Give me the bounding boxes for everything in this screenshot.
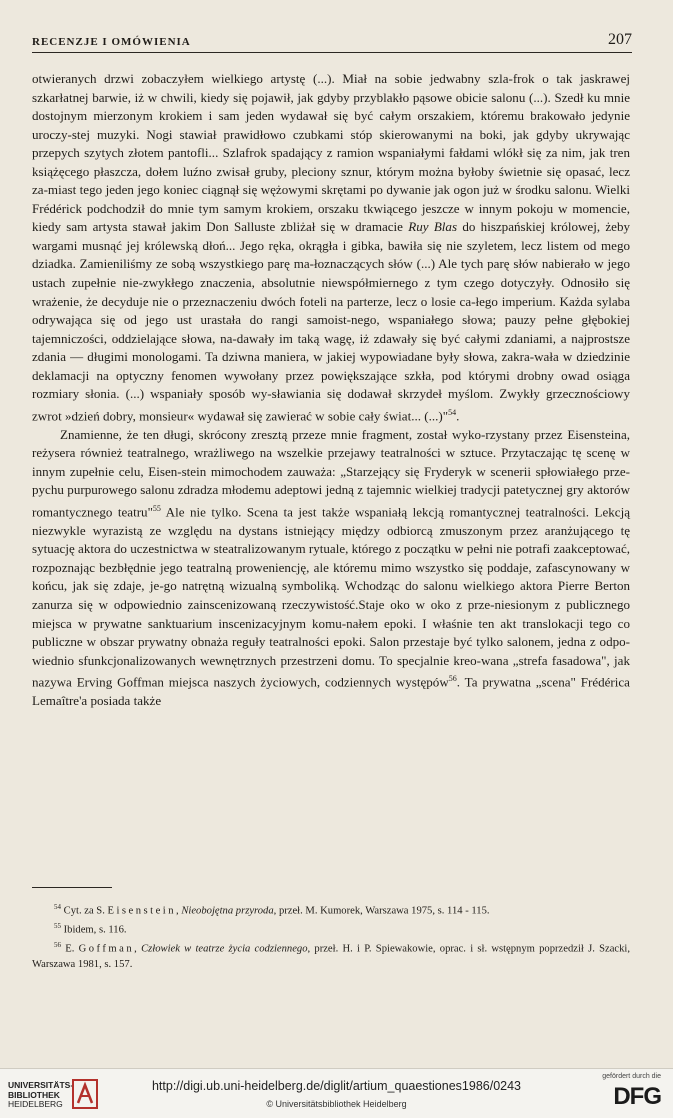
- library-name-line: BIBLIOTHEK: [8, 1089, 60, 1100]
- copyright-notice: © Universitätsbibliothek Heidelberg: [266, 1099, 407, 1109]
- footnote-55: [32, 919, 630, 938]
- text-run: ,: [176, 905, 182, 917]
- text-run: Cyt. za S.: [61, 905, 108, 917]
- text-run: E.: [61, 943, 79, 955]
- funder-caption: gefördert durch die: [602, 1073, 661, 1080]
- digitization-footer: [0, 1068, 673, 1118]
- footnote-ref-54[interactable]: 54: [448, 407, 457, 417]
- funder-block[interactable]: [591, 1073, 661, 1113]
- footnote-ref-56[interactable]: 56: [448, 674, 457, 684]
- text-run: . Ta prywatna „scena" Frédérica Lemaître'a posiada także: [32, 674, 630, 709]
- footnote-number: 55: [54, 922, 61, 931]
- footnote-54: [32, 900, 630, 919]
- footnote-title: Nieobojętna przyroda: [181, 905, 274, 917]
- library-name-line: HEIDELBERG: [8, 1099, 63, 1109]
- text-run: .: [456, 408, 460, 424]
- footnote-author: Eisenstein: [107, 905, 177, 917]
- footnotes: [32, 900, 630, 973]
- footnote-divider: [32, 887, 112, 888]
- text-run: Znamienne, że ten długi, skrócony zresztą przeze mnie fragment, został wyko-rzystany przez Eisensteina, reżysera również teatralnego, wrażliwego na wszelkie przejawy teatralności w sztuce. Przytaczając tę scenę w innym zupełnie celu, Eisen-stein mimochodem zauważa: „Starzejący się Fryderyk w scenerii spłowiałego prze-pychu purpurowego salonu zdradza młodemu adeptowi jedną z tajemnic wielkiej tradycji patetycznej gry aktorów romantycznego teatru": [32, 426, 630, 520]
- text-run: , przeł. H. i P. Spiewakowie, oprac. i sł. wstępnym poprzedził J. Szacki, Warszawa 1981, s. 157.: [32, 943, 630, 971]
- text-run: otwieranych drzwi zobaczyłem wielkiego artystę (...). Miał na sobie jedwabny szla-frok o tak jaskrawej szkarłatnej barwie, iż w chwili, kiedy się pojawił, jak gdyby przyblakło pąsowe obicie salonu (...). Szedł ku mnie dostojnym mierzonym krokiem i sam jeden wydawał się być całym orszakiem, któremu brakowało jedynie uroczy-stej muzyki. Nogi stawiał prawidłowo czubkami stóp skierowanymi na boki, jak gdyby ukrywając przepych szytych złotem pantofli... Szlafrok spadający z ramion wspaniałymi fałdami wlókł się za nim, jak tren książęcego płaszcza, dołem luźno zwisał gruby, pleciony sznur, którym można byłoby świetnie się opasać, lecz za-miast tego jeden jego koniec ciągnął się wężowymi skrętami po dywanie jak ogon już w środku salonu. Wielki Frédérick podchodził do mnie tym samym krokiem, orszaku tkwiącego jeszcze w innym pokoju w momencie, kiedy sam artysta stawał jakim Don Salluste zbliżał się w dramacie: [32, 71, 630, 235]
- footnote-ref-55[interactable]: 55: [152, 503, 161, 513]
- text-run: do hiszpańskiej królowej, żeby wargami musnąć jej królewską dłoń... Jego ręka, okrągła i gibka, bawiła się nie szyletem, lecz listem od mego dziadka. Zamieniliśmy ze sobą wszystkiego parę ma-łoznaczących słów (...) Ale tych parę słów nabierało w jego ustach zupełnie nie-zwykłego znaczenia, absolutnie niewspółmiernego z tym czego dotyczyły. Odnosiło się wrażenie, że decyduje nie o przeznaczeniu dwóch foteli na parterze, lecz o losie ca-łego imperium. Każda sylaba odrywająca się od jego ust urastała do rangi samoist-nego, wspaniałego słowa; pauzy pełne głębokiej tajemniczości, oddzielające słowa, na-dawały im taką wagę, iż zdawały się być całymi zdaniami, a najprostsze zdania — długimi monologami. Ta dziwna maniera, w jakiej wypowiadane były słowa, zakra-wała w dziedzinie deklamacji na optyczny fenomen wywołany przez powiększające szkła, pod którymi drobny owad osiąga rozmiary słonia. (...) wspaniały sposób wy-sławiania się dodawał skrzydeł myślom. Zwykły grzecznościowy zwrot »dzień dobry, monsieur« wydawał się zawierać w sobie cały świat... (...)": [32, 219, 631, 424]
- italic-title: Ruy Blas: [408, 219, 458, 235]
- page-header: [32, 30, 632, 53]
- footnote-author: Goffman: [78, 943, 135, 955]
- paragraph-analysis: [32, 426, 630, 711]
- text-run: Ibidem, s. 116.: [61, 924, 127, 936]
- text-run: , przeł. M. Kumorek, Warszawa 1975, s. 114 - 115.: [273, 905, 490, 917]
- permalink-url[interactable]: http://digi.ub.uni-heidelberg.de/diglit/artium_quaestiones1986/0243: [151, 1079, 521, 1093]
- footnote-56: [32, 938, 630, 973]
- text-run: ,: [134, 943, 142, 955]
- text-run: Ale nie tylko. Scena ta jest także wspaniałą lekcją romantycznej teatralności. Lekcją niezwykle wyrazistą ze względu na dystans istniejący między odbiorcą zmuszonym przez aranżującego tę sytuację aktora do uczestnictwa w steatralizowanym rytuale, którego z początku w pełni nie potrafi zaakceptować, rozpoznając bezbłędnie jego teatralną proweniencję, ale któremu mimo wszystko się poddaje, zafascynowany w końcu, jak się zdaje, je-go natrętną wizualną symboliką. Wchodząc do salonu wielkiego aktora Pierre Berton zanurza się w odpowiednio zainscenizowaną rzeczywistość.Staje oko w oko z prze-niesionym z publicznego miejsca w prywatne sanktuarium inscenizacyjnym komu-nałem epoki. I właśnie ten akt translokacji tego co publiczne w obszar prywatny obnaża reguły teatralności epoki. Salon przestaje być tylko salonem, jedna z odpo-wiednio sfunkcjonalizowanych wewnętrznych przestrzeni domu. To specjalnie kreo-wana „strefa fasadowa", jak nazywa Erving Goffman miejsca naszych życiowych, codziennych występów: [32, 504, 630, 690]
- dfg-logo: DFG: [613, 1083, 661, 1110]
- body-text: [32, 70, 630, 711]
- page-number: 207: [608, 31, 632, 48]
- library-name-line: UNIVERSITÄTS-: [8, 1080, 74, 1090]
- running-head: RECENZJE I OMÓWIENIA: [32, 36, 191, 48]
- footnote-number: 56: [54, 941, 61, 950]
- footnote-title: Człowiek w teatrze życia codziennego: [141, 943, 308, 955]
- footnote-number: 54: [54, 903, 61, 911]
- paragraph-quote: [32, 70, 630, 426]
